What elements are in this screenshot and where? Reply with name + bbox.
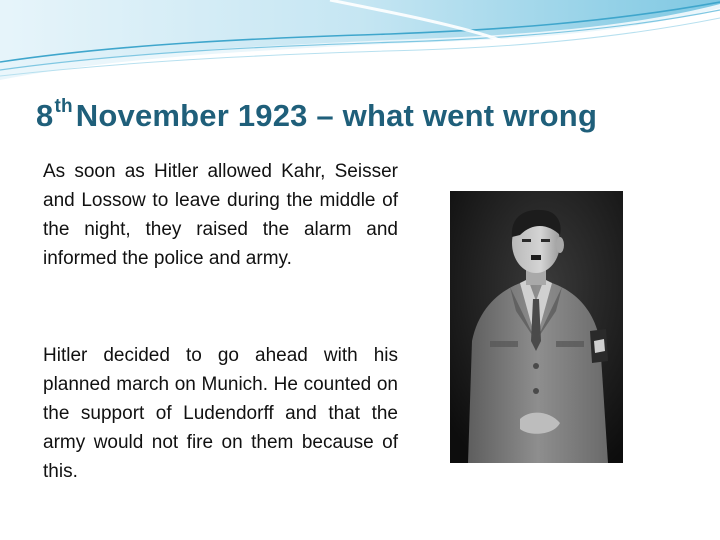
portrait-illustration <box>450 191 623 463</box>
slide-title <box>36 98 706 134</box>
title-rest: November 1923 – what went wrong <box>75 98 598 133</box>
title-superscript: th <box>54 96 73 117</box>
header-wave-decoration <box>0 0 720 90</box>
title-prefix: 8 <box>36 98 54 133</box>
body-paragraph-1: As soon as Hitler allowed Kahr, Seisser and Lossow to leave during the middle of the night, they raised the alarm and informed the police and army. <box>43 161 398 269</box>
body-paragraph-2: Hitler decided to go ahead with his planned march on Munich. He counted on the support of Ludendorff and that the army would not fire on them because of this. <box>43 345 398 482</box>
portrait-photo <box>450 191 623 463</box>
